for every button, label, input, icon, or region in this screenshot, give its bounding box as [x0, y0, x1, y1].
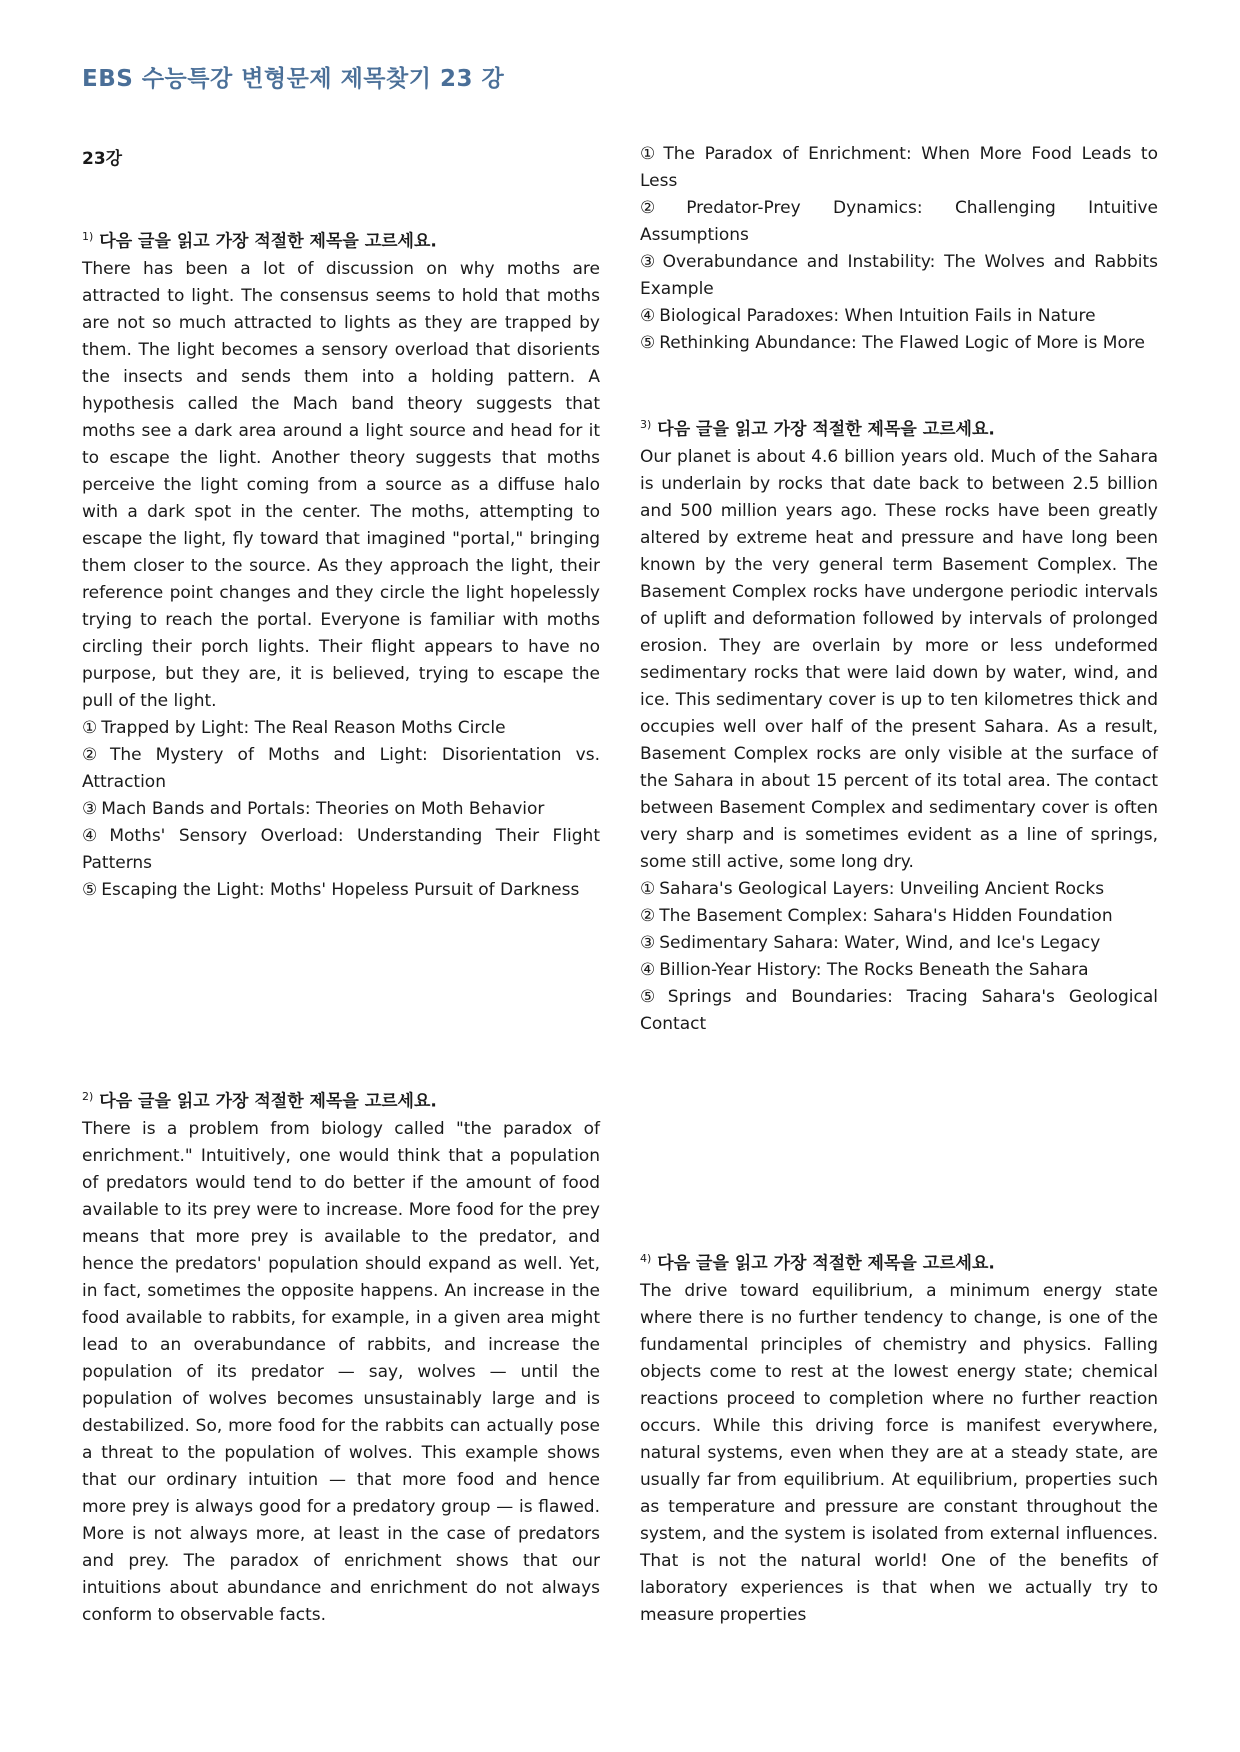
question-4-passage: The drive toward equilibrium, a minimum energy state where there is no further tendency to change, is one of the fundamental principles of chemistry and physics. Falling objects come to rest at the lowest energy state; chemical reactions proceed to completion where no further reaction occurs. While this driving force is manifest everywhere, natural systems, even when they are at a steady state, are usually far from equilibrium. At equilibrium, properties such as temperature and pressure are constant throughout the system, and the system is isolated from external influences. That is not the natural world! One of the benefits of laboratory experiences is that when we actually try to measure properties: [640, 1280, 1158, 1625]
option-1: [82, 715, 600, 742]
option-3: [640, 249, 1158, 303]
option-3: [82, 796, 600, 823]
option-text: Billion-Year History: The Rocks Beneath the Sahara: [659, 959, 1089, 980]
option-mark: ④: [82, 825, 106, 846]
question-instruction: 다음 글을 읽고 가장 적절한 제목을 고르세요.: [99, 231, 437, 252]
page-header-title: EBS 수능특강 변형문제 제목찾기 23 강: [82, 66, 505, 92]
option-text: The Paradox of Enrichment: When More Food Leads to Less: [640, 144, 1158, 191]
option-text: Sedimentary Sahara: Water, Wind, and Ice's Legacy: [659, 932, 1101, 953]
question-number: 1): [82, 230, 94, 243]
option-mark: ②: [82, 744, 106, 765]
option-2: [82, 742, 600, 796]
question-3-options: [640, 876, 1158, 1038]
question-2-options-block: [640, 141, 1158, 357]
option-text: Springs and Boundaries: Tracing Sahara's Geological Contact: [640, 986, 1158, 1034]
option-1: [640, 876, 1158, 903]
option-3: [640, 930, 1158, 957]
option-4: [82, 823, 600, 877]
option-mark: ③: [82, 798, 98, 819]
option-text: Predator-Prey Dynamics: Challenging Intuitive Assumptions: [640, 198, 1158, 245]
question-3-passage: Our planet is about 4.6 billion years old. Much of the Sahara is underlain by rocks that date back to between 2.5 billion and 500 million years ago. These rocks have been greatly altered by extreme heat and pressure and have long been known by the very general term Basement Complex. The Basement Complex rocks have undergone periodic intervals of uplift and deformation followed by intervals of prolonged erosion. They are overlain by more or less undeformed sedimentary rocks that were laid down by water, wind, and ice. This sedimentary cover is up to ten kilometres thick and occupies well over half of the present Sahara. As a result, Basement Complex rocks are only visible at the surface of the Sahara in about 15 percent of its total area. The contact between Basement Complex and sedimentary cover is often very sharp and is sometimes evident as a line of springs, some still active, some long dry.: [640, 446, 1158, 872]
question-number: 3): [640, 418, 652, 431]
option-mark: ④: [640, 959, 656, 980]
option-5: [640, 330, 1158, 357]
question-1-header: [82, 223, 600, 256]
question-3-header: [640, 411, 1158, 444]
option-text: The Basement Complex: Sahara's Hidden Foundation: [659, 905, 1113, 926]
option-4: [640, 303, 1158, 330]
question-number: 2): [82, 1090, 94, 1103]
question-2-passage: There is a problem from biology called "the paradox of enrichment." Intuitively, one would think that a population of predators would tend to do better if the amount of food available to its prey were to increase. More food for the prey means that more prey is available to the predator, and hence the predators' population should expand as well. Yet, in fact, sometimes the opposite happens. An increase in the food available to rabbits, for example, in a given area might lead to an overabundance of rabbits, and increase the population of its predator — say, wolves — until the population of wolves becomes unsustainably large and is destabilized. So, more food for the rabbits can actually pose a threat to the population of wolves. This example shows that our ordinary intuition — that more food and hence more prey is always good for a predatory group — is flawed. More is not always more, at least in the case of predators and prey. The paradox of enrichment shows that our intuitions about abundance and enrichment do not always conform to observable facts.: [82, 1118, 600, 1625]
option-text: Moths' Sensory Overload: Understanding Their Flight Patterns: [82, 825, 600, 873]
option-mark: ⑤: [640, 333, 656, 353]
question-4: [640, 1245, 1158, 1629]
question-2-header: [82, 1083, 600, 1116]
option-mark: ⑤: [82, 879, 98, 900]
option-text: The Mystery of Moths and Light: Disorientation vs. Attraction: [82, 744, 600, 792]
option-mark: ③: [640, 932, 656, 953]
option-text: Biological Paradoxes: When Intuition Fails in Nature: [659, 306, 1096, 326]
question-2-options: [640, 141, 1158, 357]
option-mark: ②: [640, 905, 656, 926]
option-5: [640, 984, 1158, 1038]
option-mark: ⑤: [640, 986, 664, 1007]
question-3: [640, 411, 1158, 1038]
option-mark: ②: [640, 198, 683, 218]
question-1-passage: There has been a lot of discussion on why moths are attracted to light. The consensus seems to hold that moths are not so much attracted to lights as they are trapped by them. The light becomes a sensory overload that disorients the insects and sends them into a holding pattern. A hypothesis called the Mach band theory suggests that moths see a dark area around a light source and head for it to escape the light. Another theory suggests that moths perceive the light coming from a source as a diffuse halo with a dark spot in the center. The moths, attempting to escape the light, fly toward that imagined "portal," bringing them closer to the source. As they approach the light, their reference point changes and they circle the light hopelessly trying to reach the portal. Everyone is familiar with moths circling their porch lights. Their flight appears to have no purpose, but they are, it is believed, trying to escape the pull of the light.: [82, 258, 600, 711]
option-5: [82, 877, 600, 904]
option-4: [640, 957, 1158, 984]
question-1-options: [82, 715, 600, 904]
question-instruction: 다음 글을 읽고 가장 적절한 제목을 고르세요.: [657, 1253, 995, 1274]
option-text: Trapped by Light: The Real Reason Moths Circle: [101, 717, 506, 738]
lesson-label: 23강: [82, 149, 123, 169]
option-text: Overabundance and Instability: The Wolves and Rabbits Example: [640, 252, 1158, 299]
option-mark: ④: [640, 306, 656, 326]
question-4-header: [640, 1245, 1158, 1278]
option-text: Rethinking Abundance: The Flawed Logic of More is More: [659, 333, 1145, 353]
question-number: 4): [640, 1252, 652, 1265]
option-text: Sahara's Geological Layers: Unveiling Ancient Rocks: [659, 878, 1105, 899]
question-instruction: 다음 글을 읽고 가장 적절한 제목을 고르세요.: [99, 1091, 437, 1112]
option-mark: ③: [640, 252, 659, 272]
option-1: [640, 141, 1158, 195]
option-mark: ①: [640, 878, 656, 899]
option-text: Mach Bands and Portals: Theories on Moth Behavior: [101, 798, 545, 819]
option-text: Escaping the Light: Moths' Hopeless Pursuit of Darkness: [101, 879, 580, 900]
question-instruction: 다음 글을 읽고 가장 적절한 제목을 고르세요.: [657, 419, 995, 440]
option-mark: ①: [82, 717, 98, 738]
option-mark: ①: [640, 144, 660, 164]
option-2: [640, 195, 1158, 249]
question-2: [82, 1083, 600, 1629]
question-1: [82, 223, 600, 904]
option-2: [640, 903, 1158, 930]
